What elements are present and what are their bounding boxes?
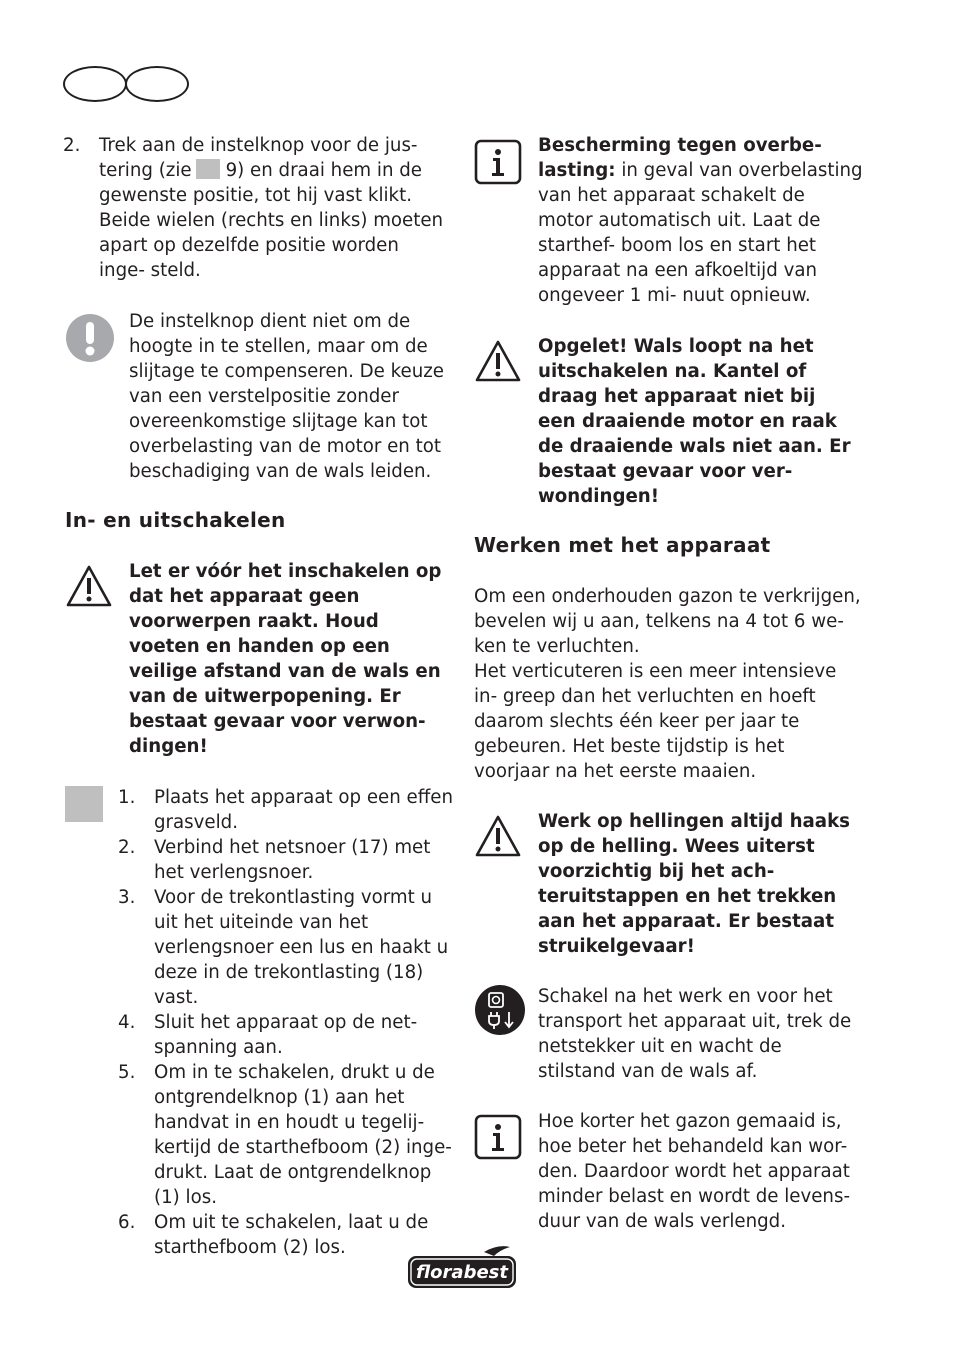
warning-slopes: Werk op hellingen altijd haaks op de helling. Wees uiterst voorzichtig bij het ach- teruitstappen en het trekken aan het apparaat. Er bestaat struikelgevaar! — [538, 811, 850, 957]
svg-text:florabest: florabest — [416, 1262, 508, 1283]
florabest-logo — [406, 1244, 518, 1290]
paragraph-scarifying: Het verticuteren is een meer intensieve in- greep dan het verluchten en hoeft daarom slechts één keer per jaar te gebeuren. Het beste tijdstip is het voorjaar na het eerste maaien. — [474, 661, 837, 782]
work-paragraphs — [474, 584, 864, 784]
list-item: 6. Om uit te schakelen, laat u de starthefboom (2) los. — [118, 1212, 429, 1258]
warning-triangle-icon — [474, 339, 522, 383]
step-2-adjust — [63, 133, 453, 283]
info-icon — [474, 139, 522, 185]
list-item: 1. Plaats het apparaat op een effen grasveld. — [118, 787, 453, 833]
paragraph-aeration: Om een onderhouden gazon te verkrijgen, bevelen wij u aan, telkens na 4 tot 6 we- ken te verluchten. — [474, 586, 861, 657]
step-number: 2. — [63, 135, 81, 156]
exclamation-icon — [65, 313, 115, 363]
warning-roller-runs-on: Opgelet! Wals loopt na het uitschakelen na. Kantel of draag het apparaat niet bij een draaiende motor en raak de draaiende wals niet aan. Er bestaat gevaar voor ver- wondingen! — [538, 336, 851, 507]
step-2-rest: gewenste positie, tot hij vast klikt. Beide wielen (rechts en links) moeten apart op dezelfde positie worden inge- steld. — [99, 185, 444, 281]
language-oval-right — [125, 66, 189, 102]
step-2-line-2: tering (zie 9) en draai hem in de — [99, 160, 422, 181]
unplug-icon — [474, 984, 526, 1036]
language-code-ovals — [63, 66, 189, 100]
list-item: 3. Voor de trekontlasting vormt u uit het uiteinde van het verlengsnoer een lus en haakt u deze in de trekontlasting (18) vast. — [118, 887, 449, 1008]
language-oval-left — [63, 66, 127, 102]
info-short-lawn: Hoe korter het gazon gemaaid is, hoe beter het behandeld kan wor- den. Daardoor wordt het apparaat minder belast en wordt de levens- duur van de wals verlengd. — [538, 1111, 851, 1232]
heading-werken-met-het-apparaat: Werken met het apparaat — [474, 533, 771, 557]
list-item: 5. Om in te schakelen, drukt u de ontgrendelknop (1) aan het handvat in en houdt u tegelij- kertijd de starthefboom (2) inge- drukt. Laat de ontgrendelknop (1) los. — [118, 1062, 452, 1208]
warning-before-switch-on: Let er vóór het inschakelen op dat het apparaat geen voorwerpen raakt. Houd voeten en handen op een veilige afstand van de wals en van de uitwerpopening. Er bestaat gevaar voor verwon- dingen! — [129, 561, 442, 757]
switch-steps-list — [118, 785, 454, 1260]
heading-in-en-uitschakelen: In- en uitschakelen — [65, 508, 286, 532]
warning-triangle-icon — [474, 814, 522, 858]
list-item: 4. Sluit het apparaat op de net- spanning aan. — [118, 1012, 418, 1058]
step-2-line-1: Trek aan de instelknop voor de jus- — [99, 135, 418, 156]
figure-reference-box — [196, 159, 220, 179]
figure-reference-box — [65, 786, 103, 822]
info-overload-protection: Bescherming tegen overbe- lasting: in geval van overbelasting van het apparaat schakelt de motor automatisch uit. Laat de starthef- boom los en start het apparaat na een afkoeltijd van ongeveer 1 mi- nuut opnieuw. — [538, 135, 863, 306]
note-adjust-knob: De instelknop dient niet om de hoogte in te stellen, maar om de slijtage te compenseren. De keuze van een verstelpositie zonder overeenkomstige slijtage kan tot overbelasting van de motor en tot beschadiging van de wals leiden. — [129, 311, 444, 482]
note-unplug-after-work: Schakel na het werk en voor het transport het apparaat uit, trek de netstekker uit en wacht de stilstand van de wals af. — [538, 986, 852, 1082]
warning-triangle-icon — [65, 564, 113, 608]
list-item: 2. Verbind het netsnoer (17) met het verlengsnoer. — [118, 837, 431, 883]
info-icon — [474, 1114, 522, 1160]
